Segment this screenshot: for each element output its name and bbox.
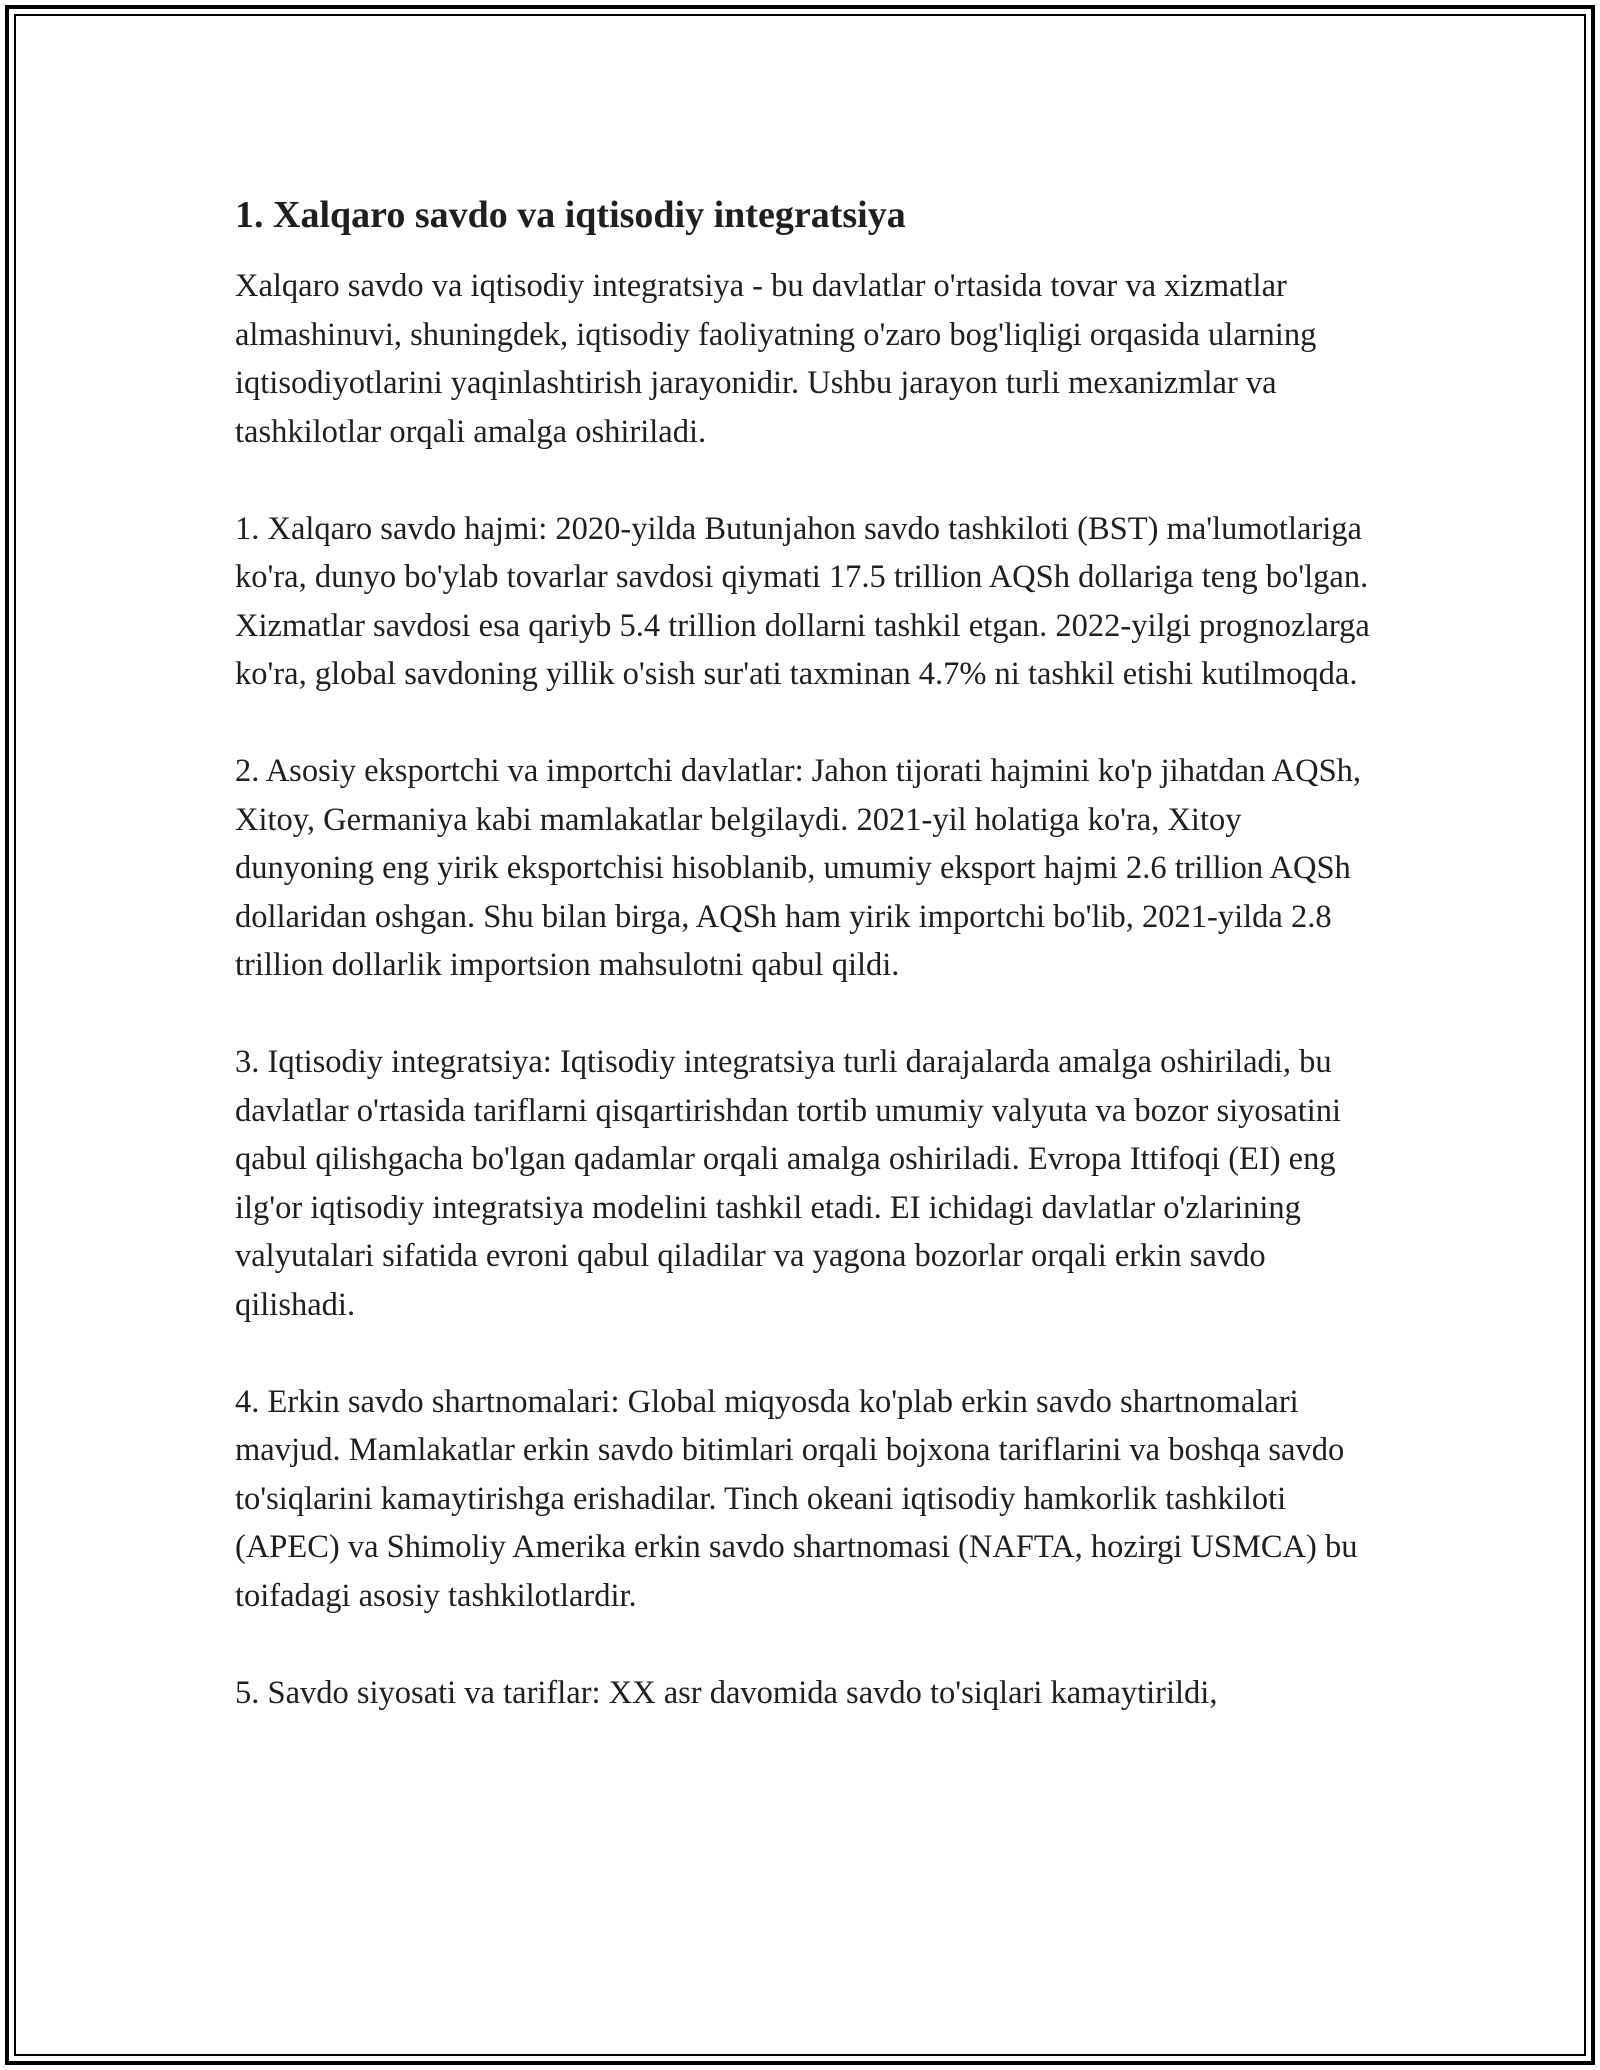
paragraph-free-trade-agreements: 4. Erkin savdo shartnomalari: Global miqyosda ko'plab erkin savdo shartnomalari mavjud. Mamlakatlar erkin savdo bitimlari orqali bojxona tariflarini va boshqa savdo to'siqlarini kamaytirishga erishadilar. Tinch okeani iqtisodiy hamkorlik tashkiloti (APEC) va Shimoliy Amerika erkin savdo shartnomasi (NAFTA, hozirgi USMCA) bu toifadagi asosiy tashkilotlardir. [235, 1383, 1358, 1614]
document-title: 1. Xalqaro savdo va iqtisodiy integratsiya [235, 194, 906, 236]
paragraph-trade-volume: 1. Xalqaro savdo hajmi: 2020-yilda Butunjahon savdo tashkiloti (BST) ma'lumotlariga ko'ra, dunyo bo'ylab tovarlar savdosi qiymati 17.5 trillion AQSh dollariga teng bo'lgan. Xizmatlar savdosi esa qariyb 5.4 trillion dollarni tashkil etgan. 2022-yilgi prognozlarga ko'ra, global savdoning yillik o'sish sur'ati taxminan 4.7% ni tashkil etishi kutilmoqda. [235, 510, 1370, 692]
paragraph-economic-integration: 3. Iqtisodiy integratsiya: Iqtisodiy integratsiya turli darajalarda amalga oshiriladi, bu davlatlar o'rtasida tariflarni qisqartirishdan tortib umumiy valyuta va bozor siyosatini qabul qilishgacha bo'lgan qadamlar orqali amalga oshiriladi. Evropa Ittifoqi (EI) eng ilg'or iqtisodiy integratsiya modelini tashkil etadi. EI ichidagi davlatlar o'zlarining valyutalari sifatida evroni qabul qiladilar va yagona bozorlar orqali erkin savdo qilishadi. [235, 1044, 1342, 1323]
intro-paragraph: Xalqaro savdo va iqtisodiy integratsiya - bu davlatlar o'rtasida tovar va xizmatlar almashinuvi, shuningdek, iqtisodiy faoliyatning o'zaro bog'liqligi orqasida ularning iqtisodiyotlarini yaqinlashtirish jarayonidir. Ushbu jarayon turli mexanizmlar va tashkilotlar orqali amalga oshiriladi. [235, 268, 1317, 450]
paragraph-exporters-importers: 2. Asosiy eksportchi va importchi davlatlar: Jahon tijorati hajmini ko'p jihatdan AQSh, Xitoy, Germaniya kabi mamlakatlar belgilaydi. 2021-yil holatiga ko'ra, Xitoy dunyoning eng yirik eksportchisi hisoblanib, umumiy eksport hajmi 2.6 trillion AQSh dollaridan oshgan. Shu bilan birga, AQSh ham yirik importchi bo'lib, 2021-yilda 2.8 trillion dollarlik importsion mahsulotni qabul qildi. [235, 753, 1362, 983]
document-body [235, 188, 1375, 1717]
paragraph-trade-policy: 5. Savdo siyosati va tariflar: XX asr davomida savdo to'siqlari kamaytirildi, [235, 1674, 1218, 1711]
